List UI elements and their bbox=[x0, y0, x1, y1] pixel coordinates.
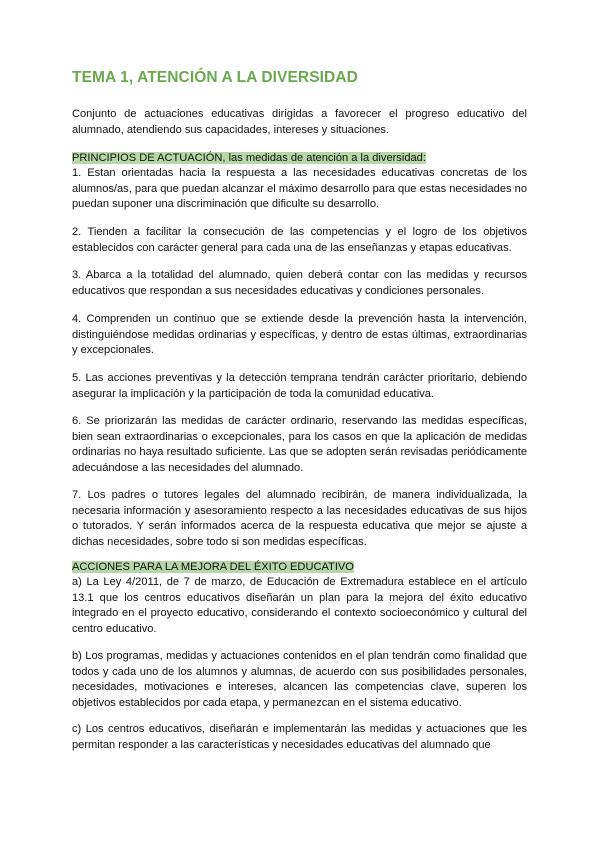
principio-item-3: 3. Abarca a la totalidad del alumnado, quien deberá contar con las medidas y recursos educativos que respondan a sus necesidades educativas y condiciones personales. bbox=[72, 269, 527, 297]
principio-item-7: 7. Los padres o tutores legales del alumnado recibirán, de manera individualizada, la necesaria información y asesoramiento respecto a las necesidades educativas de sus hijos o tutorados. Y serán informados acerca de la respuesta educativa que mejor se ajuste a dichas necesidades, sobre todo si son medidas específicas. bbox=[72, 489, 527, 548]
accion-item-c: c) Los centros educativos, diseñarán e implementarán las medidas y actuaciones que les permitan responder a las características y necesidades educativas del alumnado que bbox=[72, 723, 527, 751]
acciones-heading: ACCIONES PARA LA MEJORA DEL ÉXITO EDUCATIVO bbox=[72, 561, 354, 573]
document-title: TEMA 1, ATENCIÓN A LA DIVERSIDAD bbox=[72, 69, 358, 86]
accion-item-b: b) Los programas, medidas y actuaciones contenidos en el plan tendrán como finalidad que todos y cada uno de los alumnos y alumnas, de acuerdo con sus posibilidades personales, necesidades, motivaciones e intereses, alcancen las competencias clave, superen los objetivos establecidos por cada etapa, y permanezcan en el sistema educativo. bbox=[72, 650, 527, 709]
acciones-heading-line bbox=[72, 560, 527, 576]
principio-item-4: 4. Comprenden un continuo que se extiende desde la prevención hasta la intervención, distinguiéndose medidas ordinarias y específicas, y dentro de estas últimas, extraordinarias y excepcionales. bbox=[72, 313, 527, 356]
principio-item-2: 2. Tienden a facilitar la consecución de las competencias y el logro de los objetivos establecidos con carácter general para cada una de las enseñanzas y etapas educativas. bbox=[72, 226, 527, 254]
principio-item-1: 1. Estan orientadas hacia la respuesta a las necesidades educativas concretas de los alumnos/as, para que puedan alcanzar el máximo desarrollo para que estas necesidades no puedan suponer una discriminación que dificulte su desarrollo. bbox=[72, 167, 527, 210]
principio-item-6: 6. Se priorizarán las medidas de carácter ordinario, reservando las medidas específicas, bien sean extraordinarias o excepcionales, para los casos en que la aplicación de medidas ordinarias no haya resultado suficiente. Las que se adopten serán revisadas periódicamente adecuándose a las necesidades del alumnado. bbox=[72, 415, 527, 474]
principio-item-5: 5. Las acciones preventivas y la detección temprana tendrán carácter prioritario, debiendo asegurar la implicación y la participación de toda la comunidad educativa. bbox=[72, 372, 527, 400]
principios-heading: PRINCIPIOS DE ACTUACIÓN, las medidas de atención a la diversidad: bbox=[72, 152, 426, 164]
accion-item-a: a) La Ley 4/2011, de 7 de marzo, de Educación de Extremadura establece en el artículo 13.1 que los centros educativos diseñarán un plan para la mejora del éxito educativo integrado en el proyecto educativo, considerando el contexto socioeconómico y cultural del centro educativo. bbox=[72, 576, 527, 635]
principios-heading-line bbox=[72, 151, 527, 167]
intro-paragraph: Conjunto de actuaciones educativas dirigidas a favorecer el progreso educativo del alumnado, atendiendo sus capacidades, intereses y situaciones. bbox=[72, 108, 527, 136]
